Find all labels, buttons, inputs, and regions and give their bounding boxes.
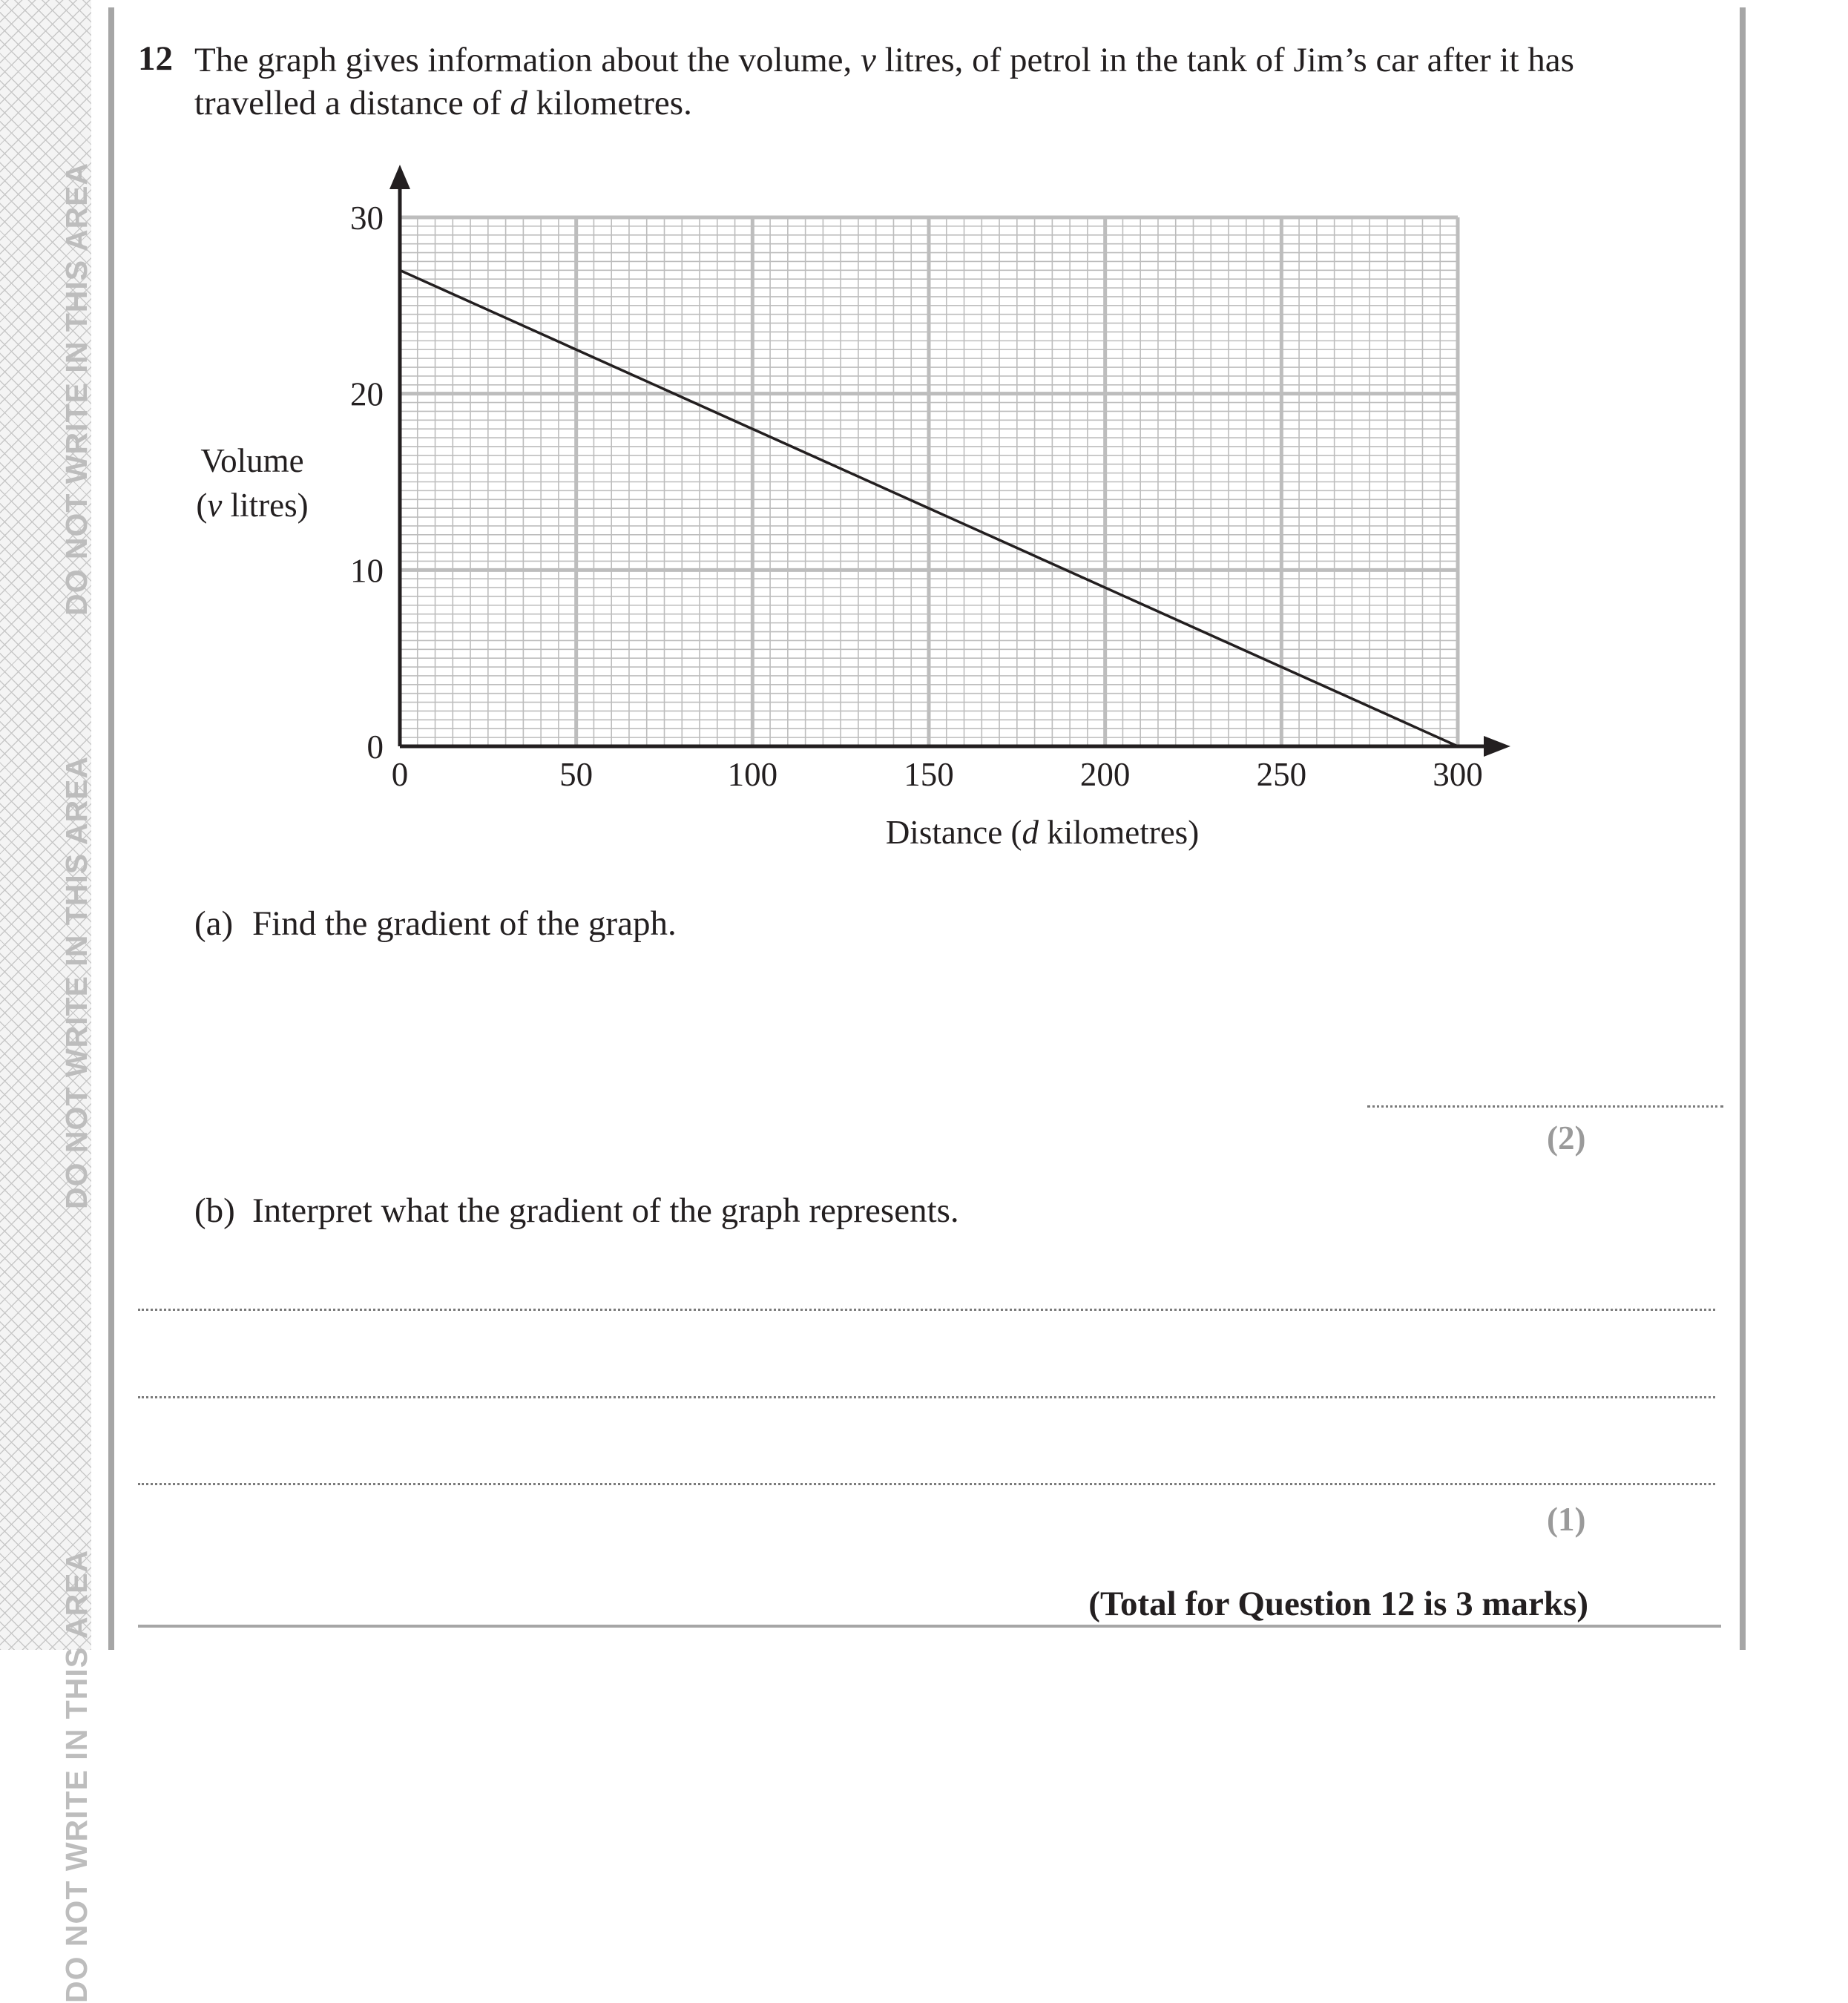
- part-a-question: (a) Find the gradient of the graph.: [194, 904, 677, 943]
- x-tick-label: 0: [391, 756, 409, 793]
- y-tick-labels: [350, 200, 384, 766]
- question-total: (Total for Question 12 is 3 marks): [1088, 1585, 1588, 1623]
- x-axis-arrow: [1484, 736, 1510, 757]
- y-axis-arrow: [389, 165, 410, 189]
- part-b-marks: (1): [1547, 1501, 1586, 1538]
- x-tick-label: 100: [727, 756, 778, 793]
- bottom-rule: [138, 1625, 1721, 1628]
- part-b-answer-line-1[interactable]: [138, 1309, 1715, 1311]
- y-axis-title-line1: Volume: [200, 442, 304, 479]
- part-a-answer-line[interactable]: [1367, 1105, 1723, 1108]
- x-tick-label: 250: [1256, 756, 1307, 793]
- y-tick-label: 10: [350, 552, 384, 590]
- x-tick-label: 50: [559, 756, 593, 793]
- margin-warning-2: DO NOT WRITE IN THIS AREA: [59, 755, 93, 1209]
- part-b-answer-line-3[interactable]: [138, 1483, 1715, 1485]
- x-tick-label: 200: [1079, 756, 1131, 793]
- volume-distance-graph: [0, 0, 1848, 861]
- y-axis-title-line2: (v litres): [196, 487, 309, 524]
- part-b-answer-line-2[interactable]: [138, 1396, 1715, 1398]
- y-tick-label: 0: [366, 728, 384, 766]
- x-tick-labels: [392, 756, 1483, 793]
- question-number: 12: [138, 39, 173, 78]
- part-b-question: (b) Interpret what the gradient of the graph represents.: [194, 1191, 959, 1230]
- part-a-marks: (2): [1547, 1119, 1586, 1157]
- question-text: The graph gives information about the volume, v litres, of petrol in the tank of Jim’s car after it has travelled a distance of d kilometres.: [194, 41, 1574, 122]
- x-axis-title: Distance (d kilometres): [885, 814, 1200, 851]
- x-tick-label: 300: [1433, 756, 1483, 793]
- y-tick-label: 30: [350, 200, 384, 237]
- margin-warning-1: DO NOT WRITE IN THIS AREA: [59, 162, 93, 616]
- margin-warning-3: DO NOT WRITE IN THIS AREA: [59, 1549, 93, 2003]
- y-tick-label: 20: [350, 375, 384, 413]
- x-tick-label: 150: [904, 756, 954, 793]
